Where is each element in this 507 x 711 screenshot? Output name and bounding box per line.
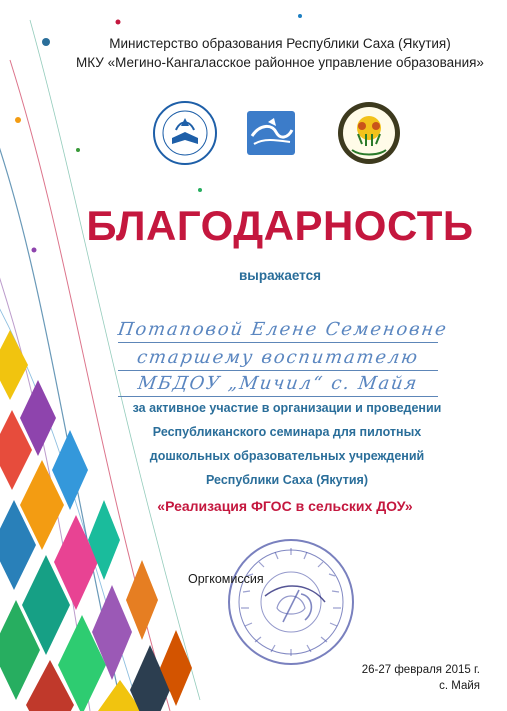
organization-stamp-icon [225, 536, 357, 668]
reason-line: дошкольных образовательных учреждений [149, 449, 425, 463]
ministry-name: Министерство образования Республики Саха (Якутия) [109, 36, 451, 51]
reason-line: Республики Саха (Якутия) [206, 473, 368, 487]
recipient-organization: МБДОУ „Мичил“ с. Майя [136, 373, 420, 394]
reason-line: Республиканского семинара для пилотных [152, 425, 422, 439]
recipient-name: Потаповой Елене Семеновне [116, 319, 450, 340]
ministry-emblem-icon [152, 100, 218, 166]
department-name: МКУ «Мегино-Кангаласское районное управление образования» [76, 55, 484, 70]
recipient-organization-line [118, 366, 438, 397]
recipient-position: старшему воспитателю [135, 347, 421, 368]
issuer-header [70, 34, 490, 72]
recipient-name-line [116, 312, 450, 343]
year-of-educator-logo-icon [336, 100, 402, 166]
certificate-title: БЛАГОДАРНОСТЬ [86, 202, 474, 249]
signature-label: Оргкомиссия [188, 572, 264, 586]
certificate-subtitle: выражается [239, 268, 321, 283]
award-reason [122, 396, 452, 492]
event-date: 26-27 февраля 2015 г. [361, 664, 480, 676]
event-place: с. Майя [439, 680, 480, 692]
logo-row [0, 98, 507, 168]
seminar-title: «Реализация ФГОС в сельских ДОУ» [157, 498, 413, 514]
education-wave-logo-icon [246, 110, 296, 156]
reason-line: за активное участие в организации и проведении [132, 401, 442, 415]
